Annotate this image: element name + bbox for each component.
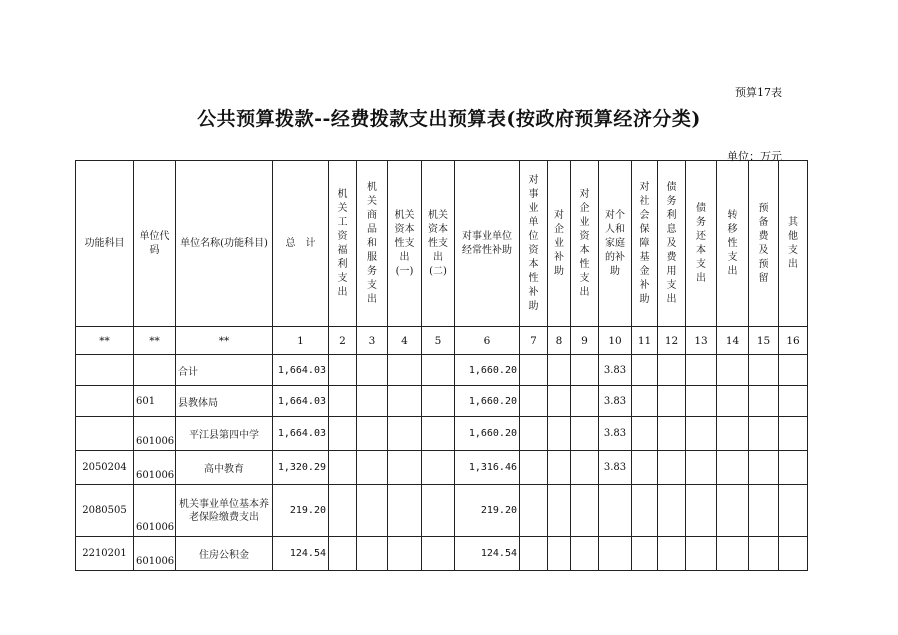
header-cell: 债务利息及费用支出	[658, 161, 686, 327]
index-cell: 9	[571, 327, 599, 355]
header-cell: 对事业单位资本性补助	[520, 161, 548, 327]
index-cell: 7	[520, 327, 548, 355]
index-cell: 13	[686, 327, 717, 355]
code-cell: 601006	[134, 417, 176, 451]
name-cell: 平江县第四中学	[176, 417, 273, 451]
header-cell: 总 计	[273, 161, 329, 327]
header-cell: 机关资本性支出(一)	[388, 161, 422, 327]
name-cell: 合计	[176, 355, 273, 386]
name-cell: 县教体局	[176, 386, 273, 417]
index-cell: 10	[599, 327, 632, 355]
header-cell: 预备费及预留	[749, 161, 779, 327]
header-cell: 对企业资本性支出	[571, 161, 599, 327]
header-cell: 单位名称(功能科目)	[176, 161, 273, 327]
index-cell: **	[134, 327, 176, 355]
table-row	[76, 537, 808, 571]
header-cell: 对企业补助	[548, 161, 571, 327]
index-cell: 12	[658, 327, 686, 355]
page-title: 公共预算拨款--经费拨款支出预算表(按政府预算经济分类)	[197, 108, 701, 130]
header-cell: 单位代码	[134, 161, 176, 327]
header-row	[76, 161, 808, 327]
subsidy-cell: 219.20	[455, 485, 520, 537]
household-cell	[599, 537, 632, 571]
household-cell: 3.83	[599, 417, 632, 451]
total-cell: 1,664.03	[273, 386, 329, 417]
func-cell: 2210201	[76, 537, 134, 571]
household-cell: 3.83	[599, 386, 632, 417]
index-cell: 5	[422, 327, 455, 355]
subsidy-cell: 1,316.46	[455, 451, 520, 485]
header-cell: 转移性支出	[717, 161, 749, 327]
index-row	[76, 327, 808, 355]
func-cell	[76, 386, 134, 417]
table-row	[76, 386, 808, 417]
header-cell: 功能科目	[76, 161, 134, 327]
subsidy-cell: 1,660.20	[455, 417, 520, 451]
index-cell: 4	[388, 327, 422, 355]
header-cell: 机关资本性支出(二)	[422, 161, 455, 327]
code-cell: 601	[134, 386, 176, 417]
household-cell: 3.83	[599, 451, 632, 485]
index-cell: 2	[329, 327, 357, 355]
budget-table	[75, 160, 808, 571]
func-cell	[76, 355, 134, 386]
table-row	[76, 355, 808, 386]
index-cell: 3	[357, 327, 388, 355]
name-cell: 高中教育	[176, 451, 273, 485]
header-cell: 对个人和家庭的补助	[599, 161, 632, 327]
total-cell: 1,664.03	[273, 355, 329, 386]
table-row	[76, 417, 808, 451]
index-cell: 1	[273, 327, 329, 355]
index-cell: 16	[779, 327, 808, 355]
header-cell: 其他支出	[779, 161, 808, 327]
subsidy-cell: 124.54	[455, 537, 520, 571]
index-cell: 11	[632, 327, 658, 355]
form-number: 预算17表	[735, 86, 782, 99]
household-cell: 3.83	[599, 355, 632, 386]
index-cell: 6	[455, 327, 520, 355]
unit-label: 单位：万元	[727, 150, 782, 163]
func-cell: 2080505	[76, 485, 134, 537]
code-cell: 601006	[134, 537, 176, 571]
household-cell	[599, 485, 632, 537]
total-cell: 219.20	[273, 485, 329, 537]
header-cell: 对社会保障基金补助	[632, 161, 658, 327]
code-cell: 601006	[134, 485, 176, 537]
header-cell: 债务还本支出	[686, 161, 717, 327]
index-cell: **	[76, 327, 134, 355]
header-cell: 机关商品和服务支出	[357, 161, 388, 327]
index-cell: **	[176, 327, 273, 355]
subsidy-cell: 1,660.20	[455, 355, 520, 386]
name-cell: 机关事业单位基本养老保险缴费支出	[176, 485, 273, 537]
index-cell: 14	[717, 327, 749, 355]
total-cell: 1,320.29	[273, 451, 329, 485]
total-cell: 124.54	[273, 537, 329, 571]
func-cell: 2050204	[76, 451, 134, 485]
header-cell: 对事业单位经常性补助	[455, 161, 520, 327]
code-cell	[134, 355, 176, 386]
header-cell: 机关工资福利支出	[329, 161, 357, 327]
subsidy-cell: 1,660.20	[455, 386, 520, 417]
code-cell: 601006	[134, 451, 176, 485]
index-cell: 8	[548, 327, 571, 355]
total-cell: 1,664.03	[273, 417, 329, 451]
index-cell: 15	[749, 327, 779, 355]
name-cell: 住房公积金	[176, 537, 273, 571]
func-cell	[76, 417, 134, 451]
table-row	[76, 451, 808, 485]
table-row	[76, 485, 808, 537]
